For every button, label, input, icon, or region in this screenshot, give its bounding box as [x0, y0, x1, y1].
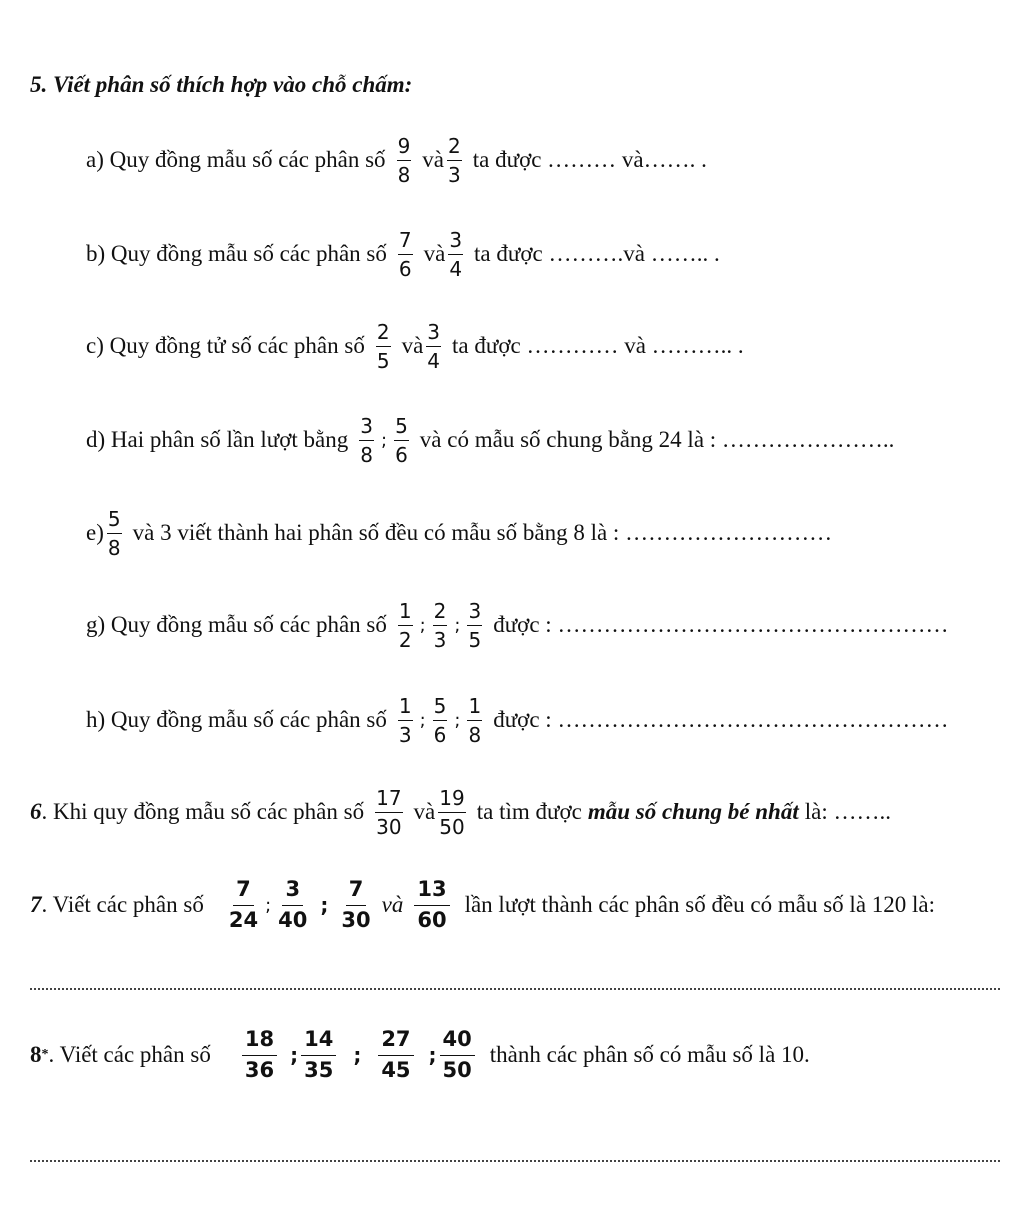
separator: ; [353, 1043, 362, 1067]
separator: ; [290, 1043, 299, 1067]
fraction: $\frac{1}{3}$ [398, 693, 412, 747]
q6-mid: ta tìm được [476, 799, 582, 824]
q7-prefix: . Viết các phân số [41, 892, 204, 917]
question-7 [30, 865, 935, 945]
q5h-suffix: được : …………………………………………… [493, 707, 949, 732]
q5b-suffix: ta được ……….và …….. . [474, 241, 720, 266]
fraction: $\frac{2}{3}$ [433, 598, 447, 652]
separator: ; [265, 894, 272, 916]
q8-prefix: . Viết các phân số [48, 1042, 211, 1067]
answer-dotted-line [30, 988, 1000, 990]
fraction: $\frac{3}{4}$ [427, 319, 441, 373]
fraction: $\frac{5}{8}$ [107, 506, 121, 560]
fraction: $\frac{7}{24}$ [228, 877, 259, 932]
fraction: $\frac{13}{60}$ [414, 879, 449, 931]
q5-item-b [86, 214, 720, 294]
q5-item-g [86, 585, 948, 665]
fraction: $\frac{7}{6}$ [398, 227, 412, 281]
separator: ; [320, 893, 329, 917]
q5-title-text: 5. Viết phân số thích hợp vào chỗ chấm: [30, 72, 413, 97]
q5d-prefix: d) Hai phân số lần lượt bằng [86, 427, 349, 452]
q7-and: và [381, 892, 404, 917]
fraction: $\frac{14}{35}$ [301, 1029, 336, 1081]
q5-item-h [86, 680, 948, 760]
q5c-prefix: c) Quy đồng tử số các phân số [86, 333, 365, 358]
q5g-prefix: g) Quy đồng mẫu số các phân số [86, 612, 387, 637]
q5b-and: và [423, 241, 446, 266]
fraction: $\frac{17}{30}$ [376, 785, 402, 839]
q5-item-c [86, 306, 744, 386]
q5a-and: và [422, 147, 445, 172]
q6-prefix: . Khi quy đồng mẫu số các phân số [41, 799, 365, 824]
q7-number: 7 [30, 892, 42, 917]
fraction: $\frac{40}{50}$ [440, 1029, 475, 1081]
q6-suffix: là: …….. [804, 799, 891, 824]
question-6 [30, 772, 891, 852]
fraction: $\frac{5}{6}$ [433, 693, 447, 747]
fraction: $\frac{3}{8}$ [360, 413, 373, 467]
separator: ; [419, 614, 426, 636]
q5-item-e [86, 493, 832, 573]
q5c-and: và [401, 333, 424, 358]
q8-star: * [41, 1047, 49, 1062]
question-5-title [30, 45, 412, 125]
answer-dotted-line [30, 1160, 1000, 1162]
fraction: $\frac{19}{50}$ [439, 785, 465, 839]
fraction: $\frac{2}{5}$ [376, 319, 390, 373]
q8-number: 8 [30, 1042, 42, 1067]
separator: ; [454, 709, 461, 731]
fraction: $\frac{3}{4}$ [449, 227, 463, 281]
fraction: $\frac{1}{8}$ [468, 693, 482, 747]
separator: ; [454, 614, 461, 636]
q5c-suffix: ta được ………… và ……….. . [452, 333, 744, 358]
q5e-prefix: e) [86, 520, 104, 545]
q6-emphasis: mẫu số chung bé nhất [587, 799, 799, 824]
q7-suffix: lần lượt thành các phân số đều có mẫu số là 120 là: [464, 892, 936, 917]
q5a-prefix: a) Quy đồng mẫu số các phân số [86, 147, 386, 172]
q5-item-a [86, 120, 707, 200]
fraction: $\frac{2}{3}$ [448, 133, 461, 187]
q6-number: 6 [30, 799, 42, 824]
fraction: $\frac{1}{2}$ [398, 598, 412, 652]
separator: ; [380, 429, 388, 451]
q6-and: và [413, 799, 436, 824]
separator: ; [428, 1043, 437, 1067]
q5g-suffix: được : …………………………………………… [493, 612, 949, 637]
q5h-prefix: h) Quy đồng mẫu số các phân số [86, 707, 387, 732]
fraction: $\frac{7}{30}$ [341, 877, 371, 932]
q5-item-d [86, 400, 894, 480]
q5d-suffix: và có mẫu số chung bằng 24 là : ………………….. [419, 427, 895, 452]
q8-suffix: thành các phân số có mẫu số là 10. [489, 1042, 810, 1067]
separator: ; [419, 709, 426, 731]
q5e-suffix: và 3 viết thành hai phân số đều có mẫu số bằng 8 là : ……………………… [132, 520, 833, 545]
q5a-suffix: ta được ……… và……. . [472, 147, 707, 172]
fraction: $\frac{9}{8}$ [397, 133, 411, 187]
question-8 [30, 1015, 810, 1095]
fraction: $\frac{27}{45}$ [378, 1029, 413, 1081]
fraction: $\frac{5}{6}$ [395, 413, 408, 467]
q5b-prefix: b) Quy đồng mẫu số các phân số [86, 241, 387, 266]
fraction: $\frac{3}{5}$ [468, 598, 482, 652]
fraction: $\frac{18}{36}$ [242, 1029, 277, 1081]
fraction: $\frac{3}{40}$ [278, 877, 308, 932]
